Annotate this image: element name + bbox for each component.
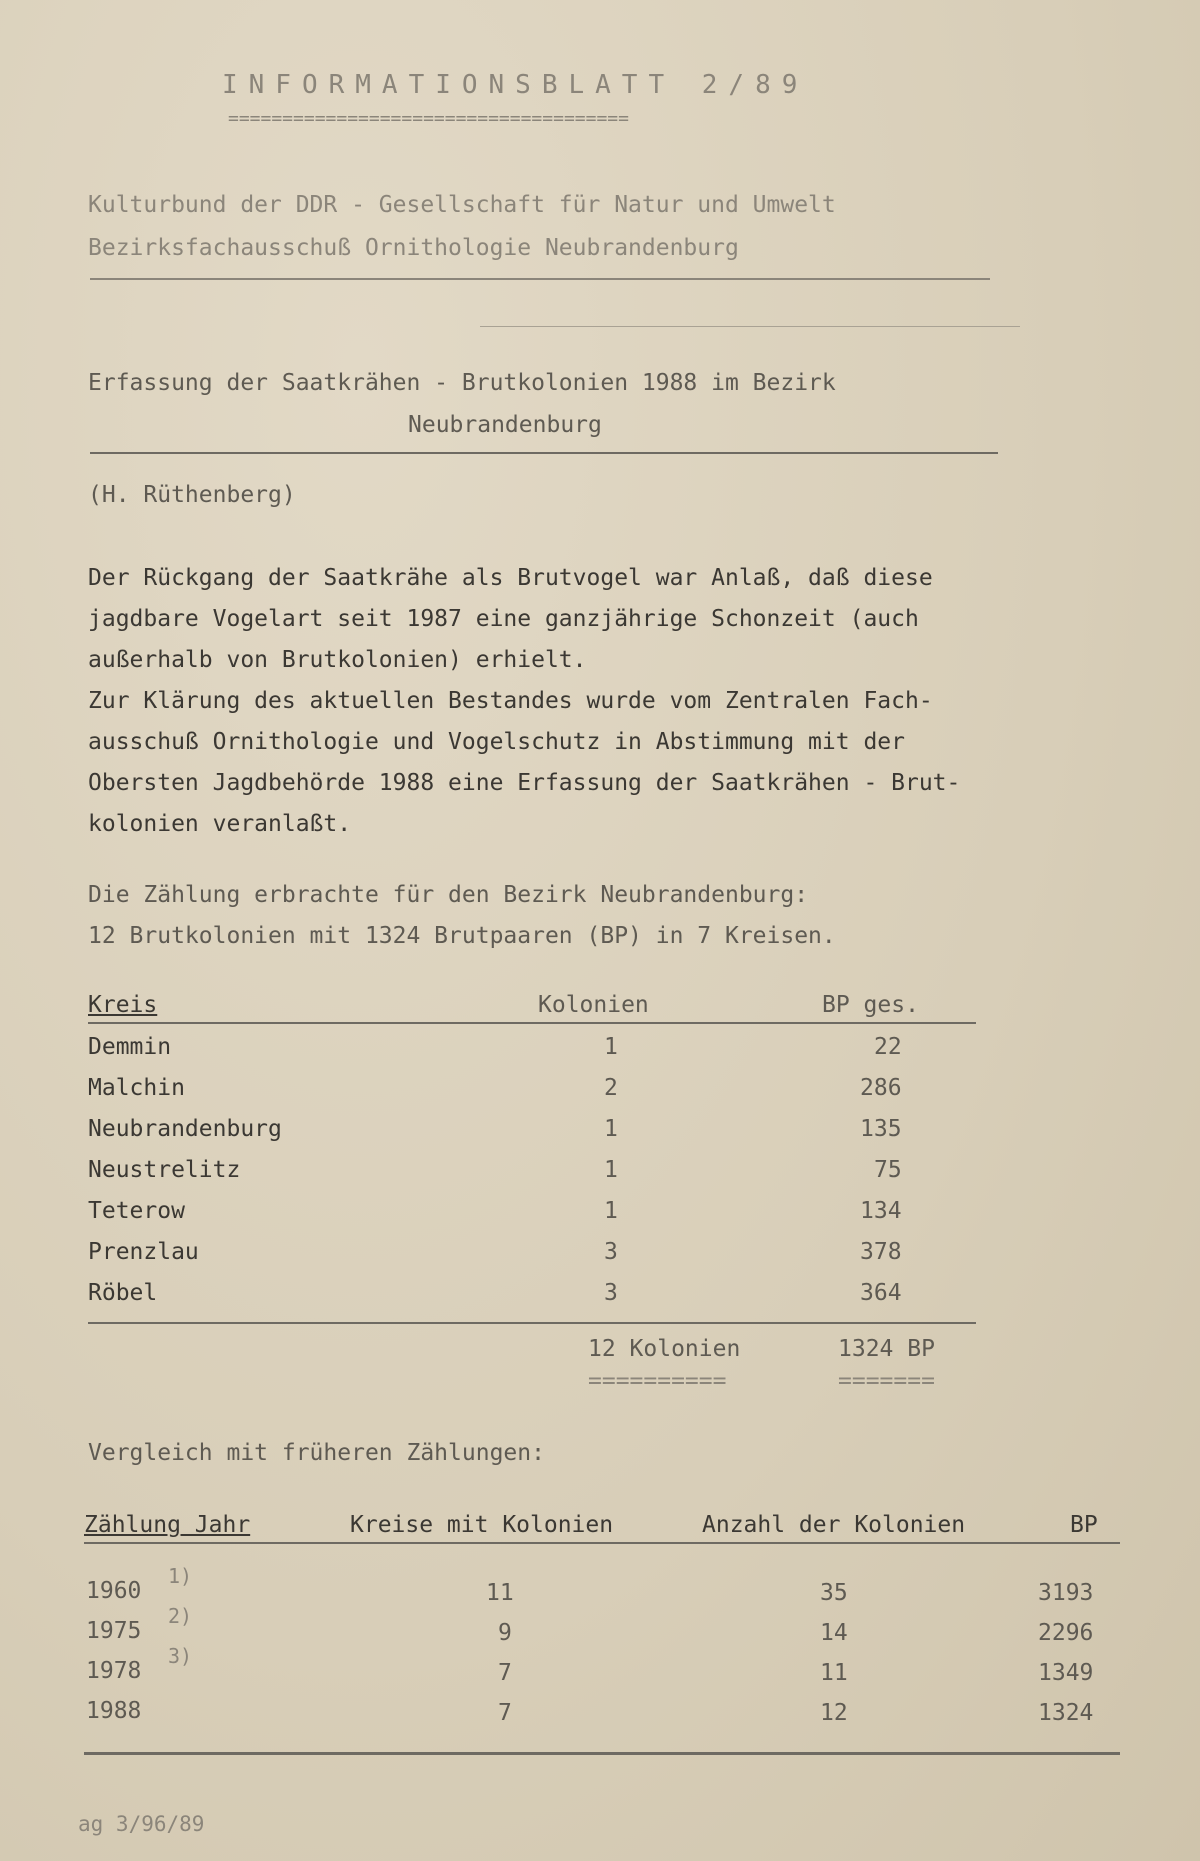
table1-row-bp: 22 [874, 1034, 902, 1060]
comparison-row-kolonien: 14 [820, 1620, 848, 1646]
table1-row-bp: 135 [860, 1116, 902, 1142]
comparison-heading: Vergleich mit früheren Zählungen: [88, 1440, 545, 1466]
table1-row-kolonien: 1 [604, 1198, 618, 1224]
table1-row-kolonien: 3 [604, 1239, 618, 1265]
table1-row-kolonien: 2 [604, 1075, 618, 1101]
paragraph1-line: Zur Klärung des aktuellen Bestandes wurde vom Zentralen Fach- [88, 688, 933, 714]
table1-row-name: Demmin [88, 1034, 172, 1060]
paragraph1-line: außerhalb von Brutkolonien) erhielt. [88, 647, 587, 673]
comparison-row-kreise: 11 [486, 1580, 514, 1606]
info-sheet-title: INFORMATIONSBLATT 2/89 [222, 70, 809, 100]
table1-row-bp: 378 [860, 1239, 902, 1265]
org-line-1: Kulturbund der DDR - Gesellschaft für Natur und Umwelt [88, 192, 836, 218]
org-line-2: Bezirksfachausschuß Ornithologie Neubrandenburg [88, 235, 739, 261]
comparison-header-bp: BP [1070, 1512, 1098, 1538]
table1-total-double-rule: ======= [838, 1368, 935, 1394]
table1-row-bp: 364 [860, 1280, 902, 1306]
paragraph2-line: 12 Brutkolonien mit 1324 Brutpaaren (BP) in 7 Kreisen. [88, 923, 836, 949]
comparison-row-year: 1978 [86, 1658, 142, 1684]
table1-header-kreis: Kreis [88, 992, 158, 1018]
paragraph1-line: kolonien veranlaßt. [88, 811, 352, 837]
table1-row-bp: 286 [860, 1075, 902, 1101]
comparison-row-kolonien: 11 [820, 1660, 848, 1686]
title-double-rule: ===================================== [228, 108, 629, 129]
table1-row-kolonien: 3 [604, 1280, 618, 1306]
comparison-row-bp: 1324 [1038, 1700, 1094, 1726]
comparison-row-kreise: 7 [498, 1660, 512, 1686]
comparison-row-bp: 1349 [1038, 1660, 1094, 1686]
table1-sum-rule [88, 1322, 976, 1324]
paragraph1-line: jagdbare Vogelart seit 1987 eine ganzjährige Schonzeit (auch [88, 606, 919, 632]
table1-header-kolonien: Kolonien [538, 992, 649, 1018]
comparison-header-year: Zählung Jahr [84, 1512, 251, 1538]
comparison-row-kolonien: 35 [820, 1580, 848, 1606]
comparison-bottom-rule [84, 1752, 1120, 1755]
comparison-row-year: 1960 [86, 1578, 142, 1604]
paragraph1-line: Obersten Jagdbehörde 1988 eine Erfassung der Saatkrähen - Brut- [88, 770, 961, 796]
comparison-row-kolonien: 12 [820, 1700, 848, 1726]
comparison-row-kreise: 7 [498, 1700, 512, 1726]
footer-reference: ag 3/96/89 [78, 1812, 205, 1836]
org-rule [90, 278, 990, 280]
comparison-header-kreise: Kreise mit Kolonien [350, 1512, 614, 1538]
article-author: (H. Rüthenberg) [88, 482, 296, 508]
comparison-row-note: 3) [168, 1644, 193, 1668]
table1-row-name: Röbel [88, 1280, 158, 1306]
paragraph1-line: ausschuß Ornithologie und Vogelschutz in Abstimmung mit der [88, 729, 905, 755]
paragraph1-line: Der Rückgang der Saatkrähe als Brutvogel war Anlaß, daß diese [88, 565, 933, 591]
comparison-row-year: 1988 [86, 1698, 142, 1724]
table1-total-double-rule: ========== [588, 1368, 727, 1394]
comparison-row-note: 1) [168, 1564, 193, 1588]
comparison-row-bp: 3193 [1038, 1580, 1094, 1606]
article-title-line-1: Erfassung der Saatkrähen - Brutkolonien 1988 im Bezirk [88, 370, 836, 396]
table1-row-name: Neustrelitz [88, 1157, 241, 1183]
table1-row-bp: 75 [874, 1157, 902, 1183]
table1-header-bp: BP ges. [822, 992, 919, 1018]
article-title-line-2: Neubrandenburg [408, 412, 602, 438]
table1-row-kolonien: 1 [604, 1116, 618, 1142]
table1-row-name: Malchin [88, 1075, 185, 1101]
comparison-row-note: 2) [168, 1604, 193, 1628]
table1-total-bp: 1324 BP [838, 1336, 935, 1362]
article-title-rule [90, 452, 998, 454]
table1-header-rule [88, 1022, 976, 1024]
comparison-header-kolonien: Anzahl der Kolonien [702, 1512, 966, 1538]
comparison-row-kreise: 9 [498, 1620, 512, 1646]
table1-total-colonies: 12 Kolonien [588, 1336, 741, 1362]
org-rule-thin [480, 326, 1020, 327]
table1-row-kolonien: 1 [604, 1157, 618, 1183]
table1-row-kolonien: 1 [604, 1034, 618, 1060]
table1-row-name: Neubrandenburg [88, 1116, 282, 1142]
paragraph2-line: Die Zählung erbrachte für den Bezirk Neubrandenburg: [88, 882, 809, 908]
comparison-header-rule [84, 1542, 1120, 1544]
table1-row-name: Prenzlau [88, 1239, 199, 1265]
table1-row-name: Teterow [88, 1198, 185, 1224]
comparison-row-year: 1975 [86, 1618, 142, 1644]
table1-row-bp: 134 [860, 1198, 902, 1224]
comparison-row-bp: 2296 [1038, 1620, 1094, 1646]
